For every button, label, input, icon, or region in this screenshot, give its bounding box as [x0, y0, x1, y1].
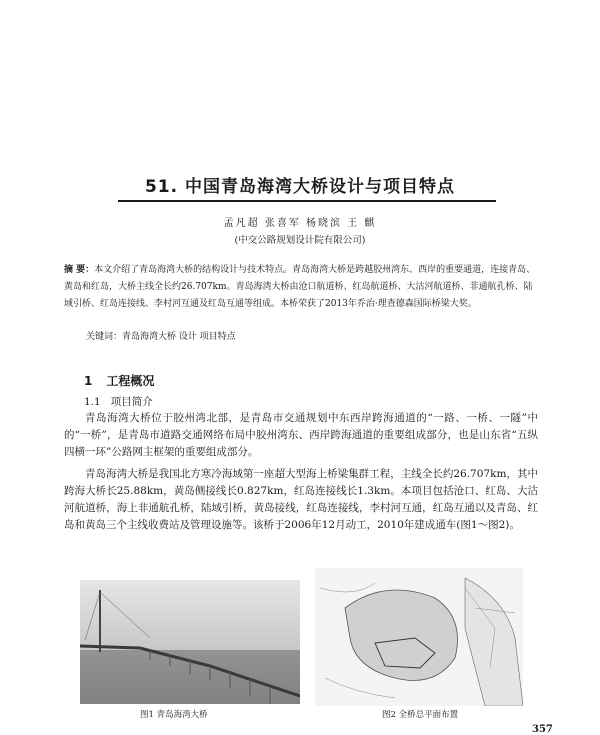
section-heading: [84, 372, 168, 389]
title-rule: [118, 200, 496, 202]
figure-2-caption: 图2 全桥总平面布置: [382, 710, 459, 720]
paragraph-2: 青岛海湾大桥是我国北方寒冷海域第一座超大型海上桥梁集群工程，主线全长约26.707km，其中跨海大桥长25.88km，黄岛侧接线长0.827km，红岛连接线长1.3km。本项目包括沧口、红岛、大沽河航道桥，海上非通航孔桥，陆域引桥，黄岛接线，红岛连接线，李村河互通，红岛互通以及青岛、红岛和黄岛三个主线收费站及管理设施等。该桥于2006年12月动工，2010年建成通车(图1～图2)。: [64, 468, 538, 531]
keywords-text: 青岛海湾大桥 设计 项目特点: [122, 332, 236, 342]
keywords-label: 关键词：: [86, 332, 123, 342]
keywords: [86, 329, 536, 342]
section-number: 1: [84, 374, 93, 388]
figure-1-caption: 图1 青岛海湾大桥: [140, 710, 208, 720]
subsection-title: 项目简介: [110, 396, 153, 408]
section-title: 工程概况: [106, 374, 155, 388]
subsection-number: 1.1: [84, 396, 101, 408]
paragraph-1: 青岛海湾大桥位于胶州湾北部，是青岛市交通规划中东西岸跨海通道的“一路、一桥、一隧”中的“一桥”，是青岛市道路交通网络布局中胶州湾东、西岸跨海通道的重要组成部分，也是山东省“五纵四横一环”公路网主框架的重要组成部分。: [64, 412, 538, 458]
subsection-heading: [84, 394, 163, 409]
page-number: 357: [532, 724, 553, 735]
figure-bridge-photo: [80, 580, 300, 704]
paper-title: 51. 中国青岛海湾大桥设计与项目特点: [144, 177, 456, 197]
authors: 孟凡超 张喜军 杨晓滨 王 麒: [223, 218, 377, 229]
abstract-label: 摘 要：: [64, 265, 95, 275]
abstract: [64, 262, 538, 313]
abstract-text: 本文介绍了青岛海湾大桥的结构设计与技术特点。青岛海湾大桥是跨越胶州湾东、西岸的重要通道，连接青岛、黄岛和红岛，大桥主线全长约26.707km。青岛海湾大桥由沧口航道桥、红岛航道桥、大沽河航道桥、非通航孔桥、陆域引桥、红岛连接线、李村河互通及红岛互通等组成。本桥荣获了2013年乔治·理查德森国际桥梁大奖。: [64, 265, 536, 309]
affiliation: (中交公路规划设计院有限公司): [234, 235, 366, 246]
figure-site-map: [315, 568, 523, 706]
